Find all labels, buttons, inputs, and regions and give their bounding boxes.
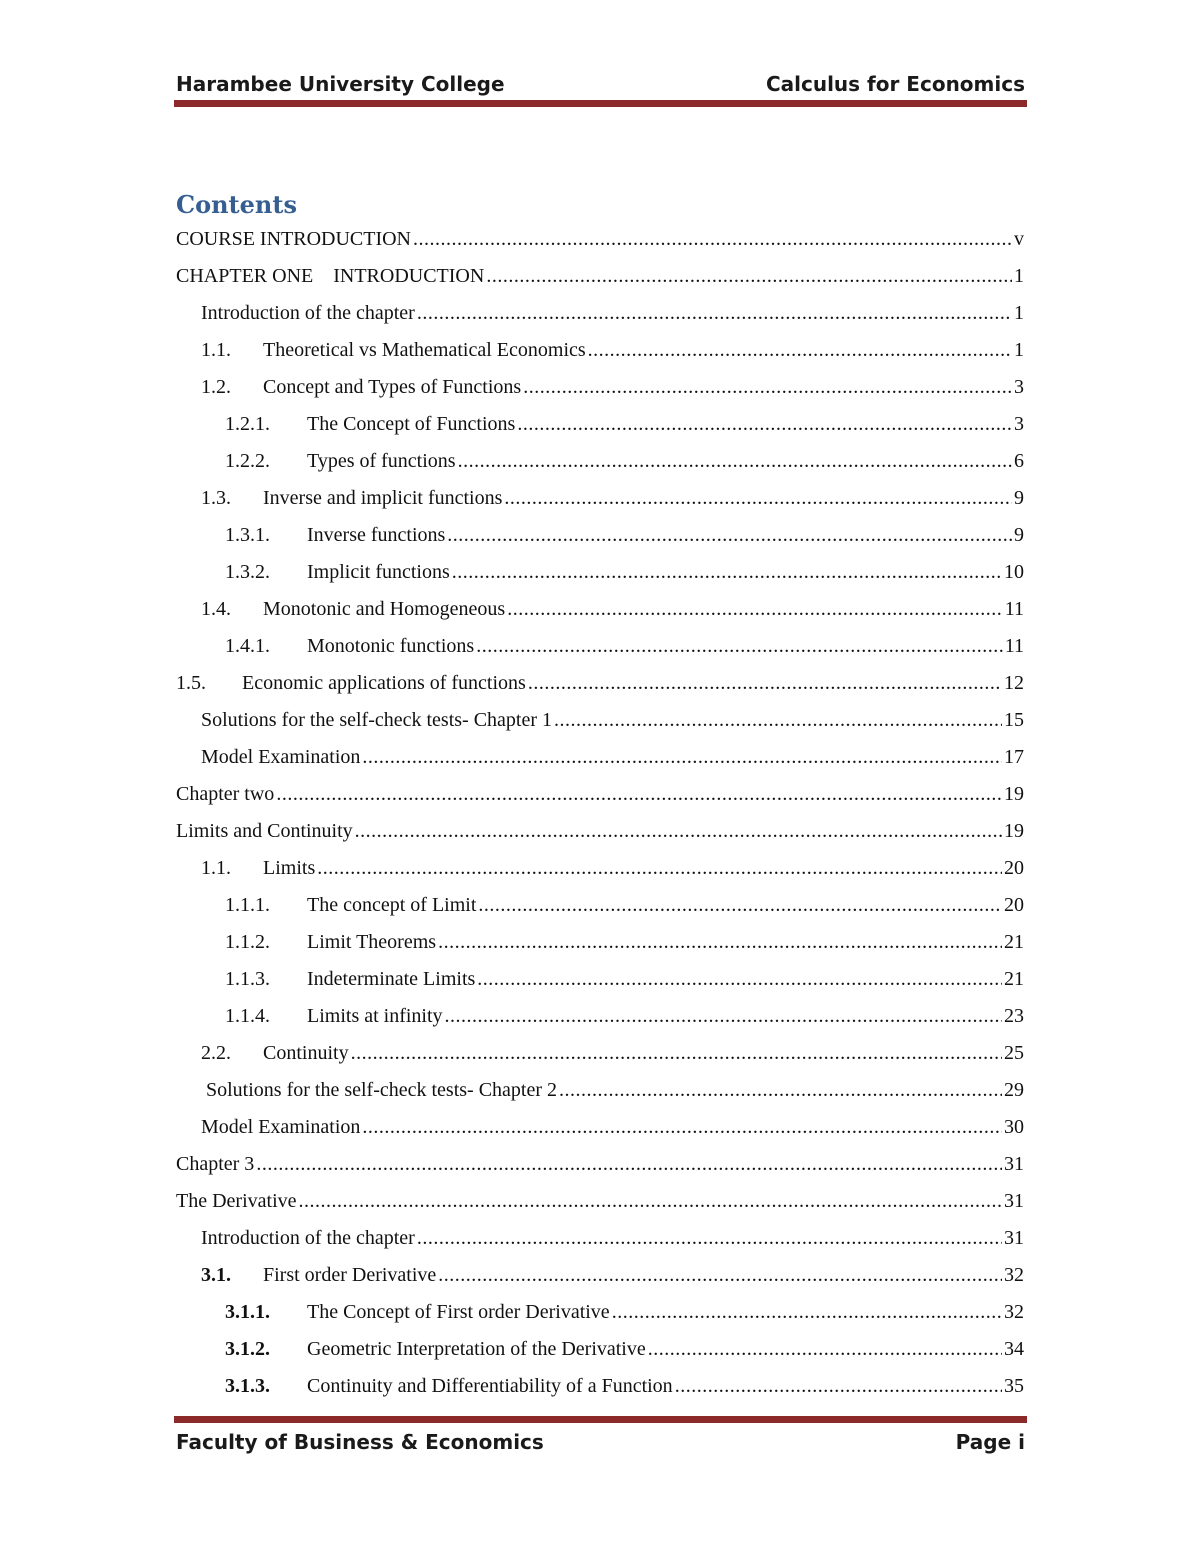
page-header: [176, 72, 1025, 100]
toc-dot-leader: [588, 335, 1012, 365]
toc-entry-page: 23: [1004, 1005, 1024, 1027]
toc-dot-leader: [478, 890, 1002, 920]
toc-dot-leader: [417, 298, 1012, 328]
toc-entry-label: Model Examination: [201, 1116, 361, 1138]
toc-entry-page: 17: [1004, 746, 1024, 768]
toc-entry[interactable]: [176, 1001, 1024, 1038]
toc-dot-leader: [507, 594, 1003, 624]
toc-entry-label: Solutions for the self-check tests- Chapter 1: [201, 709, 553, 731]
toc-dot-leader: [559, 1075, 1002, 1105]
toc-entry-page: 19: [1004, 783, 1024, 805]
toc-dot-leader: [447, 520, 1012, 550]
toc-entry[interactable]: [176, 631, 1024, 668]
toc-entry[interactable]: [176, 1075, 1024, 1112]
footer-rule: [174, 1416, 1027, 1423]
toc-entry-page: 9: [1014, 524, 1024, 546]
toc-entry-label: Continuity and Differentiability of a Function: [307, 1375, 673, 1397]
header-rule: [174, 100, 1027, 107]
toc-dot-leader: [554, 705, 1002, 735]
toc-entry-number: 3.1.3.: [225, 1375, 270, 1397]
toc-entry-label: Types of functions: [307, 450, 456, 472]
toc-entry-label: Introduction of the chapter: [201, 302, 415, 324]
footer-page-number: Page i: [955, 1430, 1025, 1454]
toc-entry-page: 11: [1004, 635, 1024, 657]
page-footer: [176, 1430, 1025, 1458]
toc-entry-number: 1.3.1.: [225, 524, 270, 546]
toc-entry[interactable]: [176, 964, 1024, 1001]
toc-entry[interactable]: [176, 1260, 1024, 1297]
toc-entry[interactable]: [176, 298, 1024, 335]
toc-entry-number: 1.4.1.: [225, 635, 270, 657]
toc-entry[interactable]: [176, 224, 1024, 261]
toc-dot-leader: [438, 927, 1002, 957]
toc-entry-page: 19: [1004, 820, 1024, 842]
toc-entry-number: 1.1.4.: [225, 1005, 270, 1027]
toc-entry-label: Theoretical vs Mathematical Economics: [263, 339, 586, 361]
toc-entry-page: 1: [1014, 302, 1024, 324]
toc-entry[interactable]: [176, 705, 1024, 742]
toc-dot-leader: [445, 1001, 1002, 1031]
toc-dot-leader: [276, 779, 1002, 809]
toc-entry-label: Introduction of the chapter: [201, 1227, 415, 1249]
toc-entry[interactable]: [176, 483, 1024, 520]
table-of-contents: [176, 224, 1024, 1408]
toc-dot-leader: [362, 742, 1002, 772]
toc-dot-leader: [612, 1297, 1002, 1327]
toc-dot-leader: [523, 372, 1012, 402]
toc-entry-page: 12: [1004, 672, 1024, 694]
toc-entry-number: 1.4.: [201, 598, 231, 620]
toc-entry-label: Limits: [263, 857, 316, 879]
toc-entry[interactable]: [176, 557, 1024, 594]
toc-dot-leader: [458, 446, 1012, 476]
toc-entry-label: The Concept of First order Derivative: [307, 1301, 610, 1323]
toc-entry-page: 34: [1004, 1338, 1024, 1360]
toc-dot-leader: [477, 964, 1002, 994]
toc-entry[interactable]: [176, 1186, 1024, 1223]
toc-entry-page: 32: [1004, 1264, 1024, 1286]
toc-entry-page: 6: [1014, 450, 1024, 472]
toc-entry[interactable]: [176, 520, 1024, 557]
toc-entry-number: 1.2.2.: [225, 450, 270, 472]
toc-entry[interactable]: [176, 1371, 1024, 1408]
toc-entry[interactable]: [176, 927, 1024, 964]
toc-entry-page: 3: [1014, 413, 1024, 435]
toc-entry[interactable]: [176, 261, 1024, 298]
toc-entry-label: Chapter 3: [176, 1153, 255, 1175]
toc-entry-page: 31: [1004, 1153, 1024, 1175]
toc-entry[interactable]: [176, 594, 1024, 631]
toc-entry[interactable]: [176, 668, 1024, 705]
toc-entry[interactable]: [176, 335, 1024, 372]
toc-entry-page: 15: [1004, 709, 1024, 731]
toc-entry-page: 31: [1004, 1227, 1024, 1249]
toc-entry-number: 1.1.: [201, 339, 231, 361]
toc-entry-label: COURSE INTRODUCTION: [176, 228, 411, 250]
toc-dot-leader: [675, 1371, 1002, 1401]
toc-entry-number: 1.1.: [201, 857, 231, 879]
toc-entry-number: 1.1.3.: [225, 968, 270, 990]
toc-entry-page: 25: [1004, 1042, 1024, 1064]
toc-entry-page: 20: [1004, 857, 1024, 879]
toc-entry-page: 1: [1014, 339, 1024, 361]
toc-entry[interactable]: [176, 1038, 1024, 1075]
toc-dot-leader: [648, 1334, 1002, 1364]
toc-entry-label: Limits and Continuity: [176, 820, 353, 842]
toc-entry-label: Limit Theorems: [307, 931, 437, 953]
toc-dot-leader: [438, 1260, 1002, 1290]
toc-entry-page: 21: [1004, 931, 1024, 953]
toc-dot-leader: [476, 631, 1003, 661]
footer-faculty: Faculty of Business & Economics: [176, 1430, 544, 1454]
toc-entry-number: 1.5.: [176, 672, 206, 694]
toc-dot-leader: [417, 1223, 1002, 1253]
header-course: Calculus for Economics: [765, 72, 1025, 96]
toc-entry-label: Indeterminate Limits: [307, 968, 476, 990]
toc-dot-leader: [355, 816, 1002, 846]
toc-entry[interactable]: [176, 1149, 1024, 1186]
toc-entry-label: Chapter two: [176, 783, 275, 805]
toc-entry-label: Concept and Types of Functions: [263, 376, 522, 398]
toc-entry-label: First order Derivative: [263, 1264, 437, 1286]
toc-entry-label: Economic applications of functions: [242, 672, 526, 694]
toc-entry-page: 31: [1004, 1190, 1024, 1212]
toc-entry-page: 35: [1004, 1375, 1024, 1397]
toc-entry-number: 1.2.1.: [225, 413, 270, 435]
toc-entry[interactable]: [176, 890, 1024, 927]
toc-entry-label: The Derivative: [176, 1190, 297, 1212]
toc-title: Contents: [176, 190, 297, 219]
toc-dot-leader: [256, 1149, 1002, 1179]
toc-entry-page: 1: [1014, 265, 1024, 287]
toc-entry-label: Continuity: [263, 1042, 349, 1064]
toc-entry-label: The concept of Limit: [307, 894, 477, 916]
toc-entry-label: Implicit functions: [307, 561, 450, 583]
toc-entry-label: CHAPTER ONE INTRODUCTION: [176, 265, 485, 287]
toc-entry-label: Monotonic and Homogeneous: [263, 598, 506, 620]
toc-entry-label: Geometric Interpretation of the Derivative: [307, 1338, 646, 1360]
toc-entry-number: 3.1.2.: [225, 1338, 270, 1360]
toc-entry-label: The Concept of Functions: [307, 413, 516, 435]
toc-dot-leader: [299, 1186, 1003, 1216]
toc-entry[interactable]: [176, 779, 1024, 816]
toc-entry-number: 3.1.: [201, 1264, 231, 1286]
toc-entry-label: Monotonic functions: [307, 635, 475, 657]
toc-dot-leader: [528, 668, 1002, 698]
toc-entry-page: 3: [1014, 376, 1024, 398]
toc-dot-leader: [504, 483, 1012, 513]
toc-entry-page: 32: [1004, 1301, 1024, 1323]
toc-entry-page: 29: [1004, 1079, 1024, 1101]
toc-dot-leader: [486, 261, 1012, 291]
toc-entry-page: 20: [1004, 894, 1024, 916]
toc-entry[interactable]: [176, 1297, 1024, 1334]
toc-entry[interactable]: [176, 1334, 1024, 1371]
toc-entry[interactable]: [176, 853, 1024, 890]
toc-entry[interactable]: [176, 1223, 1024, 1260]
toc-entry-number: 1.1.2.: [225, 931, 270, 953]
toc-entry-label: Model Examination: [201, 746, 361, 768]
toc-entry[interactable]: [176, 816, 1024, 853]
toc-entry-label: Inverse and implicit functions: [263, 487, 503, 509]
toc-entry-label: Solutions for the self-check tests- Chapter 2: [201, 1079, 558, 1101]
toc-dot-leader: [413, 224, 1012, 254]
toc-entry[interactable]: [176, 446, 1024, 483]
toc-entry-page: 30: [1004, 1116, 1024, 1138]
toc-entry-number: 2.2.: [201, 1042, 231, 1064]
toc-entry-page: 10: [1004, 561, 1024, 583]
toc-entry-number: 1.2.: [201, 376, 231, 398]
toc-entry[interactable]: [176, 742, 1024, 779]
toc-entry-page: v: [1014, 228, 1024, 250]
toc-dot-leader: [517, 409, 1012, 439]
toc-dot-leader: [362, 1112, 1002, 1142]
toc-dot-leader: [351, 1038, 1002, 1068]
header-institution: Harambee University College: [176, 72, 505, 96]
toc-entry[interactable]: [176, 409, 1024, 446]
toc-entry-number: 1.1.1.: [225, 894, 270, 916]
toc-dot-leader: [452, 557, 1002, 587]
toc-entry-number: 3.1.1.: [225, 1301, 270, 1323]
toc-entry-page: 9: [1014, 487, 1024, 509]
toc-entry-number: 1.3.2.: [225, 561, 270, 583]
toc-entry-label: Inverse functions: [307, 524, 446, 546]
toc-entry[interactable]: [176, 1112, 1024, 1149]
toc-entry-page: 11: [1004, 598, 1024, 620]
toc-entry-number: 1.3.: [201, 487, 231, 509]
toc-entry[interactable]: [176, 372, 1024, 409]
toc-entry-page: 21: [1004, 968, 1024, 990]
toc-entry-label: Limits at infinity: [307, 1005, 443, 1027]
toc-dot-leader: [317, 853, 1002, 883]
